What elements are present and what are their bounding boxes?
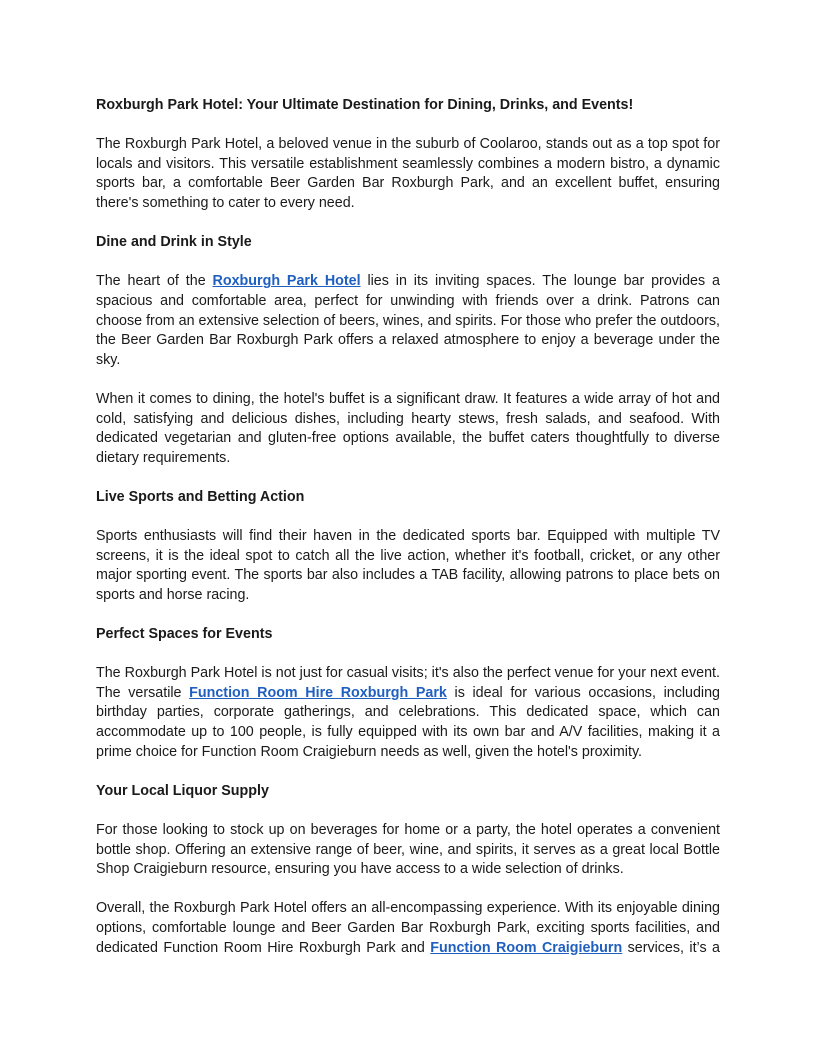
heading-liquor-supply: Your Local Liquor Supply [96,782,269,799]
intro-paragraph: The Roxburgh Park Hotel, a beloved venue in the suburb of Coolaroo, stands out as a top spot for locals and visitors. This versatile establishment seamlessly combines a modern bistro, a dynamic sports bar, a comfortable Beer Garden Bar Roxburgh Park, and an excellent buffet, ensuring there's something to cater to every need. [96,136,720,211]
roxburgh-park-hotel-link[interactable]: Roxburgh Park Hotel [212,273,361,290]
events-p1-text-after: is ideal for various occasions, including birthday parties, corporate gatherings, and celebrations. This dedicated space, which can accommodate up to 100 people, is fully equipped with its own bar and A/V facilities, making it a prime choice for Function Room Craigieburn needs as well, given the hotel's proximity. [96,684,720,760]
dine-p1-text-after: lies in its inviting spaces. The lounge bar provides a spacious and comfortable area, perfect for unwinding with friends over a drink. Patrons can choose from an extensive selection of beers, wines, and spirits. For those who prefer the outdoors, the Beer Garden Bar Roxburgh Park offers a relaxed atmosphere to enjoy a beverage under the sky. [96,273,720,368]
events-paragraph-1 [96,664,720,762]
document-title: Roxburgh Park Hotel: Your Ultimate Destination for Dining, Drinks, and Events! [96,97,634,113]
dine-paragraph-1 [96,272,720,370]
function-room-hire-link[interactable]: Function Room Hire Roxburgh Park [189,684,447,701]
overall-text-before: Overall, the Roxburgh Park Hotel offers an all-encompassing experience. With its enjoyable dining options, comfortable lounge and Beer Garden Bar Roxburgh Park, exciting sports facilities, and dedicated Function Room Hire Roxburgh Park and [96,900,720,956]
events-p1-text-before: The Roxburgh Park Hotel is not just for casual visits; it's also the perfect venue for your next event. The versatile [96,665,720,701]
function-room-craigieburn-link[interactable]: Function Room Craigieburn [430,939,623,956]
heading-live-sports: Live Sports and Betting Action [96,488,305,505]
sports-paragraph-1: Sports enthusiasts will find their haven in the dedicated sports bar. Equipped with multiple TV screens, it is the ideal spot to catch all the live action, whether it's football, cricket, or any other major sporting event. The sports bar also includes a TAB facility, allowing patrons to place bets on sports and horse racing. [96,528,720,603]
heading-events: Perfect Spaces for Events [96,626,273,643]
heading-dine-and-drink: Dine and Drink in Style [96,234,252,251]
dine-paragraph-2: When it comes to dining, the hotel's buffet is a significant draw. It features a wide array of hot and cold, satisfying and delicious dishes, including hearty stews, fresh salads, and seafood. With dedicated vegetarian and gluten-free options available, the buffet caters thoughtfully to diverse dietary requirements. [96,390,720,466]
document-body [96,96,720,978]
overall-text-after: services, it’s a [622,939,720,956]
dine-p1-text-before: The heart of the [96,273,213,290]
overall-paragraph [96,899,720,958]
liquor-paragraph-1: For those looking to stock up on beverages for home or a party, the hotel operates a convenient bottle shop. Offering an extensive range of beer, wine, and spirits, it serves as a great local Bottle Shop Craigieburn resource, ensuring you have access to a wide selection of drinks. [96,821,720,878]
